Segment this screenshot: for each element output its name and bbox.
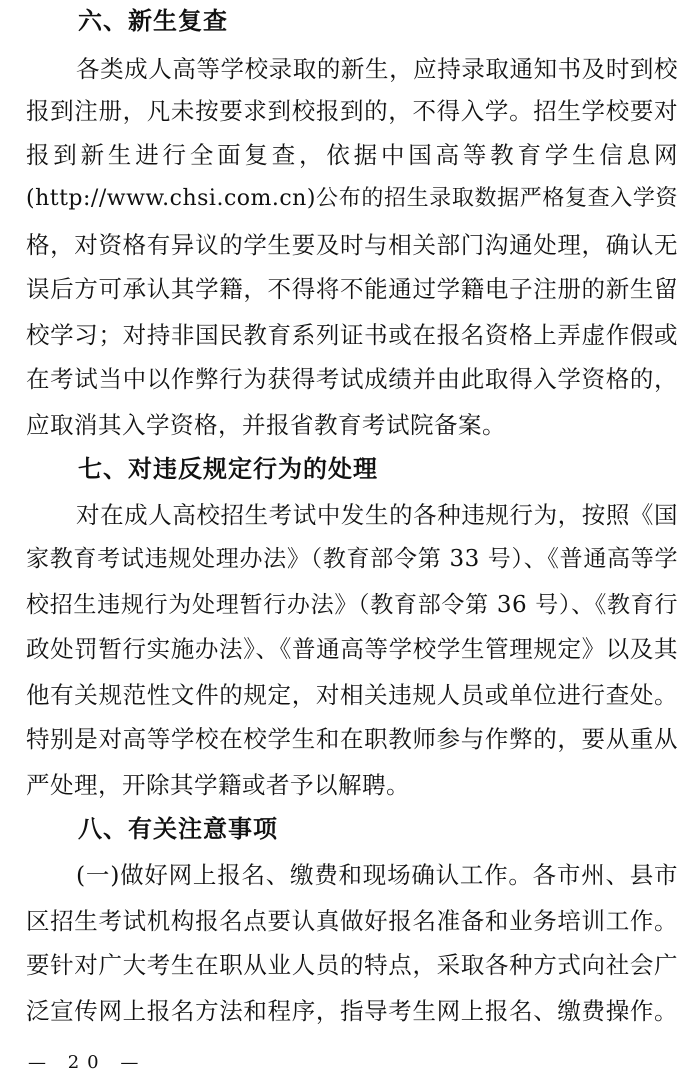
section-8-line-2: 区招生考试机构报名点要认真做好报名准备和业务培训工作。 — [26, 907, 678, 935]
section-6-line-7: 校学习；对持非国民教育系列证书或在报名资格上弄虚作假或 — [26, 321, 678, 349]
section-8-line-4: 泛宣传网上报名方法和程序，指导考生网上报名、缴费操作。 — [26, 997, 678, 1025]
section-7-line-1: 对在成人高校招生考试中发生的各种违规行为，按照《国 — [76, 501, 678, 529]
section-6-line-4: (http://www.chsi.com.cn)公布的招生录取数据严格复查入学资 — [26, 186, 678, 211]
section-6-line-5: 格，对资格有异议的学生要及时与相关部门沟通处理，确认无 — [26, 231, 678, 259]
section-7-line-3: 校招生违规行为处理暂行办法》（教育部令第 36 号）、《教育行 — [26, 592, 678, 618]
page-number: — 20 — — [28, 1052, 147, 1073]
section-7-heading: 七、对违反规定行为的处理 — [78, 455, 378, 483]
section-7-line-2: 家教育考试违规处理办法》（教育部令第 33 号）、《普通高等学 — [26, 546, 678, 572]
section-6-line-3: 报到新生进行全面复查，依据中国高等教育学生信息网 — [26, 141, 678, 169]
section-7-line-7: 严处理，开除其学籍或者予以解聘。 — [26, 771, 410, 799]
section-6-line-8: 在考试当中以作弊行为获得考试成绩并由此取得入学资格的， — [26, 365, 678, 393]
section-7-line-6: 特别是对高等学校在校学生和在职教师参与作弊的，要从重从 — [26, 725, 678, 753]
section-6-heading: 六、新生复查 — [78, 7, 228, 35]
section-6-line-6: 误后方可承认其学籍，不得将不能通过学籍电子注册的新生留 — [26, 275, 678, 303]
section-8-heading: 八、有关注意事项 — [78, 815, 278, 843]
section-7-line-5: 他有关规范性文件的规定，对相关违规人员或单位进行查处。 — [26, 681, 678, 709]
section-6-line-9: 应取消其入学资格，并报省教育考试院备案。 — [26, 411, 506, 439]
section-6-line-1: 各类成人高等学校录取的新生，应持录取通知书及时到校 — [76, 55, 678, 83]
section-7-line-4: 政处罚暂行实施办法》、《普通高等学校学生管理规定》以及其 — [26, 635, 678, 663]
section-8-line-1: (一)做好网上报名、缴费和现场确认工作。各市州、县市 — [76, 861, 678, 889]
section-8-line-3: 要针对广大考生在职从业人员的特点，采取各种方式向社会广 — [26, 951, 678, 979]
section-6-line-2: 报到注册，凡未按要求到校报到的，不得入学。招生学校要对 — [26, 97, 678, 125]
